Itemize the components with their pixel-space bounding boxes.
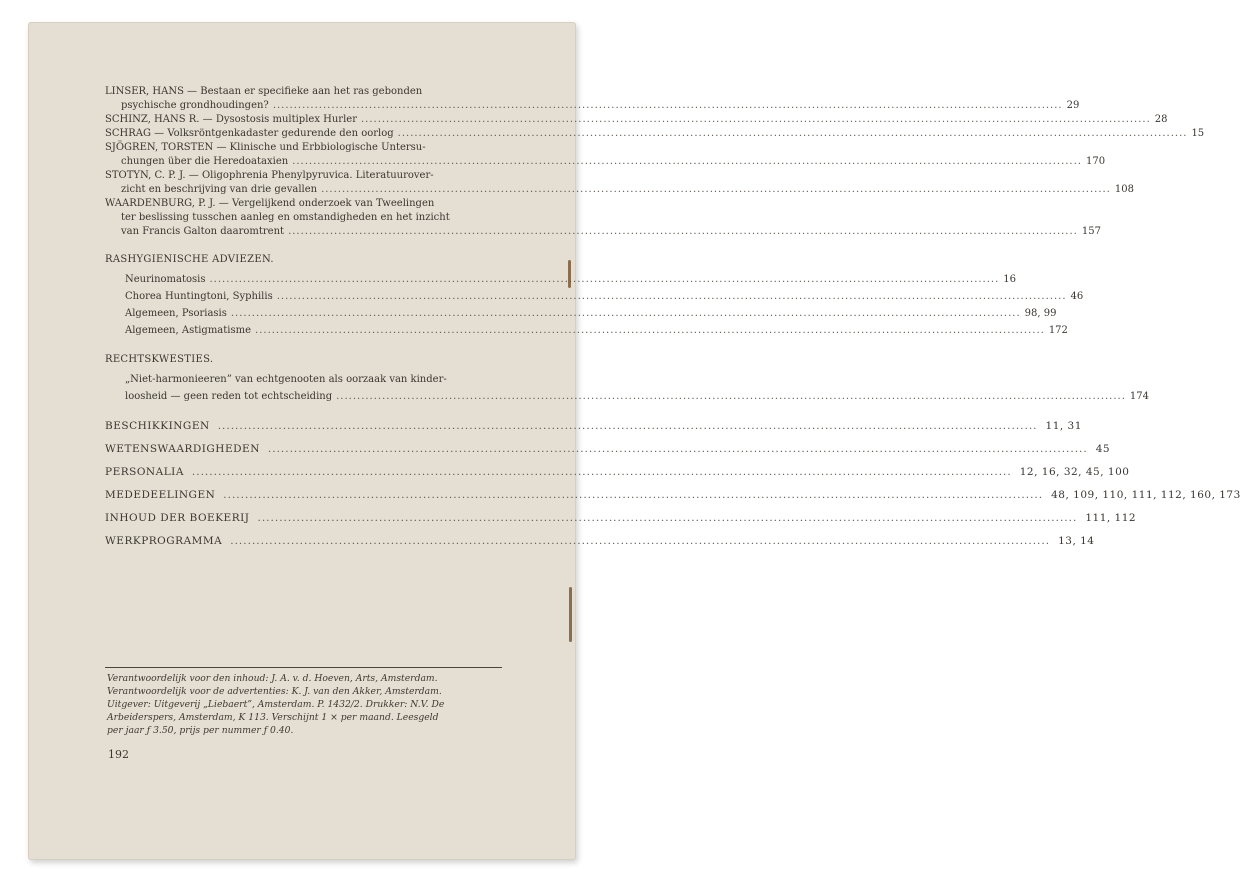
- section-entry: PERSONALIA ..... 12, 16, 32, 45, 100: [105, 465, 480, 479]
- leader-dots: [273, 100, 1063, 111]
- footer-divider: [105, 667, 502, 668]
- page-ref: 29: [1066, 100, 1080, 111]
- sub-entry: Chorea Huntingtoni, Syphilis ..... 46: [105, 290, 480, 304]
- page-ref: 48, 109, 110, 111, 112, 160, 173: [1051, 489, 1241, 501]
- leader-dots: [258, 511, 1078, 525]
- imprint-line: per jaar ƒ 3.50, prijs per nummer ƒ 0.40.: [107, 725, 294, 736]
- binding-mark: [569, 587, 572, 642]
- leader-dots: [398, 127, 1188, 141]
- imprint-line: Arbeiderspers, Amsterdam, K 113. Verschijnt 1 × per maand. Leesgeld: [107, 712, 439, 723]
- section-entry: WERKPROGRAMMA ..... 13, 14: [105, 534, 480, 548]
- index-entry: [105, 141, 1106, 169]
- section-heading: RASHYGIENISCHE ADVIEZEN.: [105, 254, 274, 265]
- sub-entry: Algemeen, Astigmatisme ..... 172: [105, 324, 480, 338]
- section-entry: WETENSWAARDIGHEDEN ..... 45: [105, 442, 480, 456]
- page-ref: 28: [1154, 114, 1168, 125]
- leader-dots: [292, 156, 1082, 167]
- entry-text: SCHRAG — Volksröntgenkadaster gedurende den oorlog: [105, 128, 394, 139]
- sub-entry: [105, 373, 1149, 404]
- page-ref: 12, 16, 32, 45, 100: [1019, 466, 1130, 478]
- entry-text: ter beslissing tusschen aanleg en omstandigheden en het inzicht: [121, 212, 450, 223]
- index-entry: [105, 169, 1134, 197]
- leader-dots: [336, 390, 1126, 404]
- page-ref: 172: [1048, 325, 1068, 336]
- leader-dots: [230, 534, 1050, 548]
- index-entry: [105, 197, 1101, 239]
- entry-text: zicht en beschrijving van drie gevallen: [121, 184, 318, 195]
- leader-dots: [210, 273, 1000, 287]
- page-ref: 170: [1085, 156, 1106, 167]
- entry-text: loosheid — geen reden tot echtscheiding: [125, 391, 333, 402]
- entry-text: „Niet-harmonieeren” van echtgenooten als oorzaak van kinder-: [125, 374, 447, 385]
- leader-dots: [321, 184, 1111, 195]
- page-ref: 174: [1129, 391, 1149, 402]
- page-number: 192: [108, 748, 129, 761]
- leader-dots: [361, 113, 1151, 127]
- section-entry: INHOUD DER BOEKERIJ ..... 111, 112: [105, 511, 480, 525]
- page-ref: 157: [1081, 226, 1101, 237]
- leader-dots: [231, 307, 1021, 321]
- leader-dots: [255, 324, 1045, 338]
- entry-text: SCHINZ, HANS R. — Dysostosis multiplex Hurler: [105, 114, 357, 125]
- index-content: [105, 85, 1241, 548]
- leader-dots: [288, 226, 1078, 237]
- entry-text: van Francis Galton daaromtrent: [121, 226, 285, 237]
- index-entry: [105, 127, 1205, 141]
- entry-text: psychische grondhoudingen?: [121, 100, 269, 111]
- entry-text: WAARDENBURG, P. J. — Vergelijkend onderzoek van Tweelingen: [105, 198, 435, 209]
- imprint-line: Verantwoordelijk voor den inhoud: J. A. v. d. Hoeven, Arts, Amsterdam.: [107, 673, 438, 684]
- index-entry: [105, 113, 1168, 127]
- page-ref: 46: [1070, 291, 1084, 302]
- entry-text: SJÖGREN, TORSTEN — Klinische und Erbbiologische Untersu-: [105, 142, 426, 153]
- imprint-line: Uitgever: Uitgeverij „Liebaert”, Amsterdam. P. 1432/2. Drukker: N.V. De: [107, 699, 445, 710]
- imprint: [107, 672, 503, 737]
- entry-text: LINSER, HANS — Bestaan er specifieke aan het ras gebonden: [105, 86, 423, 97]
- sub-entry: Algemeen, Psoriasis ..... 98, 99: [105, 307, 480, 321]
- page-ref: 45: [1095, 443, 1111, 455]
- page-ref: 111, 112: [1085, 512, 1137, 524]
- section-heading: RECHTSKWESTIES.: [105, 354, 214, 365]
- leader-dots: [192, 465, 1012, 479]
- sub-entry: Neurinomatosis ..... 16: [105, 273, 480, 287]
- index-entry: [105, 85, 1080, 113]
- section-entry: MEDEDEELINGEN ..... 48, 109, 110, 111, 112, 160, 173: [105, 488, 480, 502]
- page-ref: 11, 31: [1045, 420, 1082, 432]
- page-ref: 108: [1114, 184, 1134, 195]
- leader-dots: [218, 419, 1038, 433]
- section-entry: BESCHIKKINGEN ..... 11, 31: [105, 419, 480, 433]
- page-ref: 16: [1003, 274, 1017, 285]
- entry-text: chungen über die Heredoataxien: [121, 156, 289, 167]
- page-ref: 15: [1191, 128, 1205, 139]
- leader-dots: [277, 290, 1067, 304]
- entry-text: STOTYN, C. P. J. — Oligophrenia Phenylpyruvica. Literatuurover-: [105, 170, 434, 181]
- page-ref: 13, 14: [1058, 535, 1095, 547]
- leader-dots: [268, 442, 1088, 456]
- page-ref: 98, 99: [1024, 308, 1057, 319]
- imprint-line: Verantwoordelijk voor de advertenties: K. J. van den Akker, Amsterdam.: [107, 686, 442, 697]
- leader-dots: [223, 488, 1043, 502]
